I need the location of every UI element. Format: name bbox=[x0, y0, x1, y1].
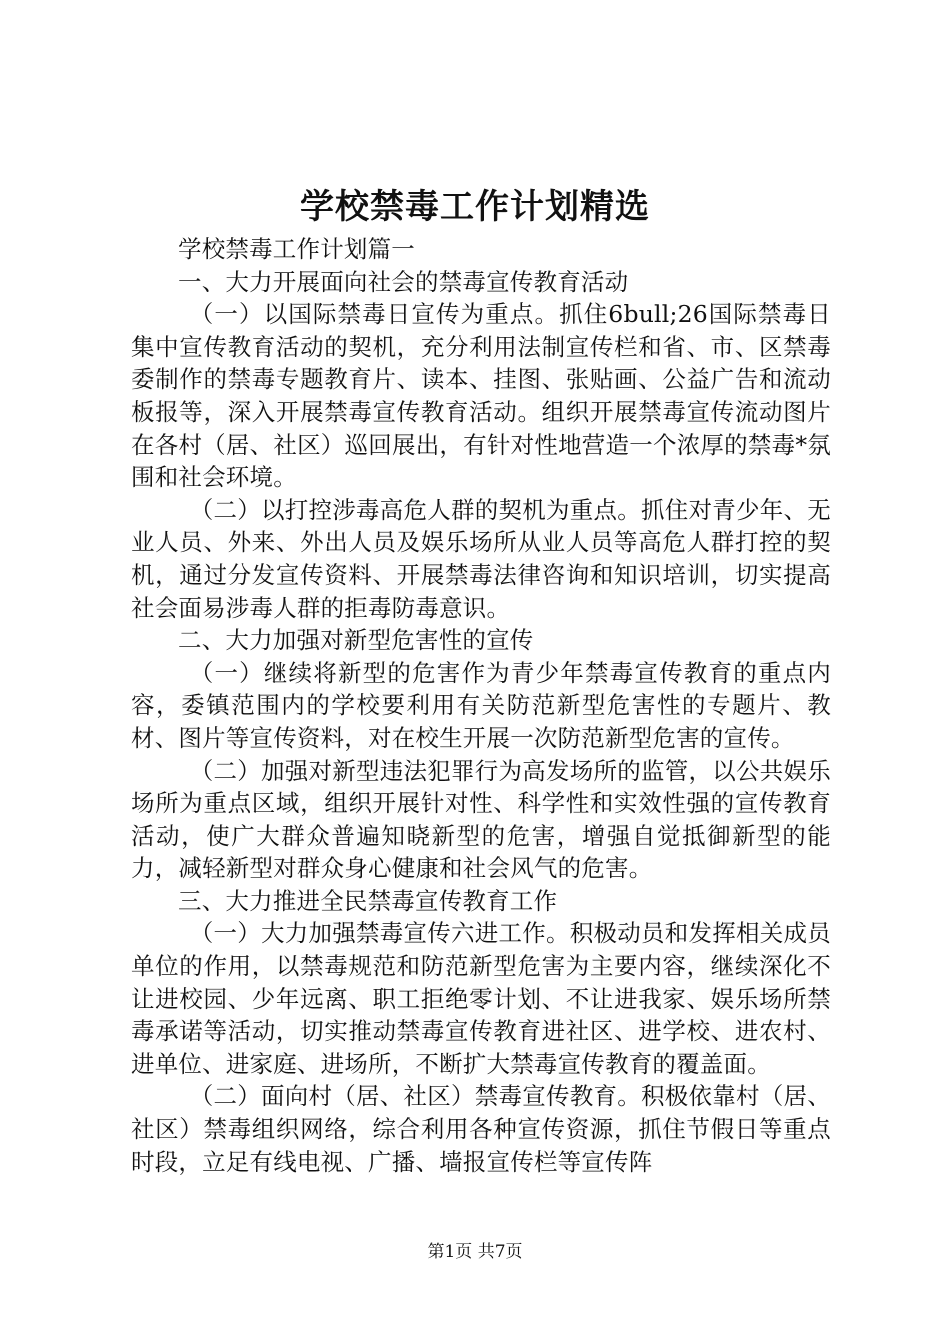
paragraph-3-1: （一）大力加强禁毒宣传六进工作。积极动员和发挥相关成员单位的作用，以禁毒规范和防范新型危害为主要内容，继续深化不让进校园、少年远离、职工拒绝零计划、不让进我家、娱乐场所禁毒承诺等活动，切实推动禁毒宣传教育进社区、进学校、进农村、进单位、进家庭、进场所，不断扩大禁毒宣传教育的覆盖面。 bbox=[131, 919, 831, 1078]
document-title: 学校禁毒工作计划精选 bbox=[300, 187, 650, 227]
paragraph-heading-1: 一、大力开展面向社会的禁毒宣传教育活动 bbox=[178, 267, 629, 296]
paragraph-2-2: （二）加强对新型违法犯罪行为高发场所的监管，以公共娱乐场所为重点区域，组织开展针对性、科学性和实效性强的宣传教育活动，使广大群众普遍知晓新型的危害，增强自觉抵御新型的能力，减轻新型对群众身心健康和社会风气的危害。 bbox=[131, 756, 831, 883]
paragraph-heading-3: 三、大力推进全民禁毒宣传教育工作 bbox=[178, 886, 558, 915]
paragraph-section-title: 学校禁毒工作计划篇一 bbox=[178, 235, 415, 263]
paragraph-1-1: （一）以国际禁毒日宣传为重点。抓住6bull;26国际禁毒日集中宣传教育活动的契机，充分利用法制宣传栏和省、市、区禁毒委制作的禁毒专题教育片、读本、挂图、张贴画、公益广告和流动板报等，深入开展禁毒宣传教育活动。组织开展禁毒宣传流动图片在各村（居、社区）巡回展出，有针对性地营造一个浓厚的禁毒*氛围和社会环境。 bbox=[131, 300, 831, 492]
paragraph-1-2: （二）以打控涉毒高危人群的契机为重点。抓住对青少年、无业人员、外来、外出人员及娱乐场所从业人员等高危人群打控的契机，通过分发宣传资料、开展禁毒法律咨询和知识培训，切实提高社会面易涉毒人群的拒毒防毒意识。 bbox=[131, 495, 831, 622]
paragraph-3-2: （二）面向村（居、社区）禁毒宣传教育。积极依靠村（居、社区）禁毒组织网络，综合利用各种宣传资源，抓住节假日等重点时段，立足有线电视、广播、墙报宣传栏等宣传阵 bbox=[131, 1082, 831, 1176]
paragraph-2-1: （一）继续将新型的危害作为青少年禁毒宣传教育的重点内容，委镇范围内的学校要利用有关防范新型危害性的专题片、教材、图片等宣传资料，对在校生开展一次防范新型危害的宣传。 bbox=[131, 658, 831, 752]
document-body bbox=[131, 233, 831, 1178]
paragraph-heading-2: 二、大力加强对新型危害性的宣传 bbox=[178, 626, 534, 655]
page-footer: 第1页 共7页 bbox=[427, 1242, 523, 1262]
